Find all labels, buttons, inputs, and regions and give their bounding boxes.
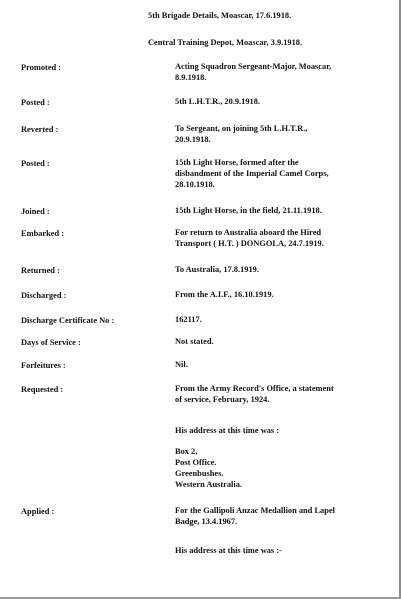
field-value: 5th Brigade Details, Moascar, 17.6.1918. <box>148 11 292 20</box>
field-value: Acting Squadron Sergeant-Major, Moascar, 8.9.1918. <box>175 62 332 82</box>
field-value: 15th Light Horse, in the field, 21.11.1918. <box>175 206 322 215</box>
field-label: Posted : <box>21 98 50 107</box>
field-value: From the Army Record's Office, a statement of service, February, 1924. <box>175 384 334 404</box>
field-label: Returned : <box>21 266 60 275</box>
field-label: Applied : <box>21 507 55 516</box>
field-label: Joined : <box>21 207 50 216</box>
field-value: His address at this time was : <box>175 426 280 435</box>
field-label: Discharge Certificate No : <box>21 316 115 325</box>
field-value: 5th L.H.T.R., 20.9.1918. <box>175 97 260 106</box>
field-label: Embarked : <box>21 229 65 238</box>
field-label: Reverted : <box>21 125 59 134</box>
field-value: For the Gallipoli Anzac Medallion and Lapel Badge, 13.4.1967. <box>175 506 335 526</box>
field-value: For return to Australia aboard the Hired Transport ( H.T. ) DONGOLA, 24.7.1919. <box>175 228 324 248</box>
field-label: Promoted : <box>21 63 62 72</box>
field-value: From the A.I.F., 16.10.1919. <box>175 290 274 299</box>
field-value: His address at this time was :- <box>175 546 282 555</box>
field-value: 162117. <box>175 315 202 324</box>
field-value: Not stated. <box>175 337 214 346</box>
field-value: To Australia, 17.8.1919. <box>175 265 259 274</box>
field-value: Nil. <box>175 360 188 369</box>
field-label: Requested : <box>21 385 64 394</box>
field-label: Posted : <box>21 159 50 168</box>
field-value: To Sergeant, on joining 5th L.H.T.R., 20.9.1918. <box>175 124 308 144</box>
field-value: 15th Light Horse, formed after the disbandment of the Imperial Camel Corps, 28.10.1918. <box>175 158 329 189</box>
field-label: Discharged : <box>21 291 67 300</box>
field-value: Box 2, Post Office. Greenbushes. Western Australia. <box>175 447 242 489</box>
field-value: Central Training Depot, Moascar, 3.9.1918. <box>148 38 303 47</box>
field-label: Forfeitures : <box>21 361 66 370</box>
field-label: Days of Service : <box>21 338 81 347</box>
